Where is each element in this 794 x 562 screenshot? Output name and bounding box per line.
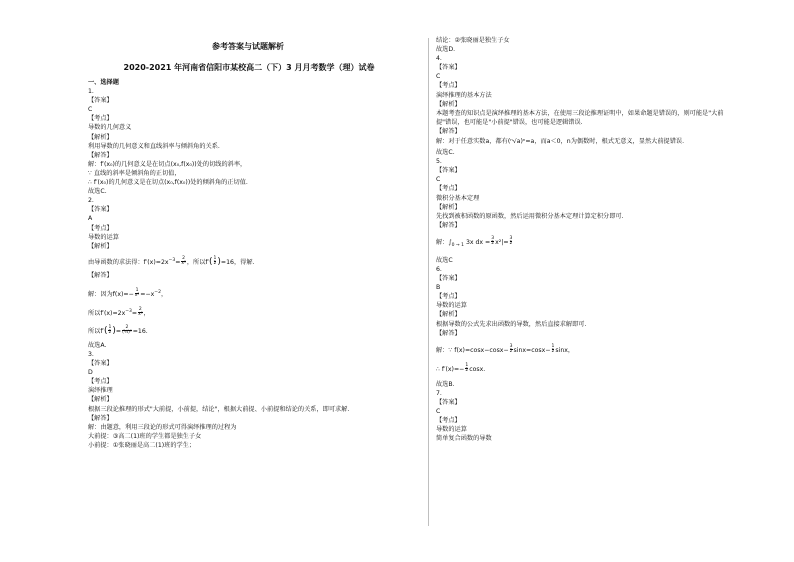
- q4-choice: 故选C.: [436, 149, 455, 157]
- q4-number: 4.: [436, 55, 442, 63]
- q5-solution-formula: 解：$\int_{0 \to 1}$ 3x dx = $\frac{3}{2}$ x²|= $\frac{3}{2}$: [436, 235, 513, 249]
- q5-answer: C: [436, 176, 441, 184]
- q1-answer-tag: 【答案】: [88, 97, 113, 105]
- column-divider: [428, 38, 429, 526]
- q5-number: 5.: [436, 158, 442, 166]
- q5-choice: 故选C: [436, 256, 453, 264]
- q7-answer-tag: 【答案】: [436, 398, 461, 406]
- q2-keypoint: 导数的运算: [88, 233, 119, 241]
- q1-keypoint-tag: 【考点】: [88, 115, 113, 123]
- q4-answer-tag: 【答案】: [436, 64, 461, 72]
- q2-answer-tag: 【答案】: [88, 206, 113, 214]
- q6-solution-line-1: 解：∵ f(x)=cosx−cosx− $\frac{3}{2}$ sinx=cosx− $\frac{1}{2}$ sinx，: [436, 343, 575, 355]
- q3-number: 3.: [88, 350, 94, 358]
- q4-solution-tag: 【解答】: [436, 127, 461, 135]
- q2-number: 2.: [88, 197, 94, 205]
- left-column: [88, 40, 410, 450]
- q2-choice: 故选A.: [88, 341, 107, 349]
- q7-keypoint-1: 导数的运算: [436, 426, 467, 434]
- q6-number: 6.: [436, 265, 442, 273]
- q4-analysis-line-1: 本题考查的知识点是演绎推理的基本方法，在使用三段论推理证明中，如果命题是错误的，则可能是"大前: [436, 109, 724, 117]
- q1-solution-line-2: ∵ 直线的斜率是倾斜角的正切值，: [88, 169, 181, 177]
- doc-subtitle: 2020-2021 年河南省信阳市某校高二（下）3 月月考数学（理）试卷: [123, 63, 375, 72]
- q1-solution-tag: 【解答】: [88, 151, 113, 159]
- q4-analysis-tag: 【解析】: [436, 100, 461, 108]
- q3-analysis-tag: 【解析】: [88, 396, 113, 404]
- q2-solution-line-1: 解：因为f(x)=− $\frac{1}{\text{x²}}$ $=-x^{-2}$，: [88, 287, 168, 299]
- q1-answer: C: [88, 106, 93, 114]
- q6-analysis-tag: 【解析】: [436, 311, 461, 319]
- q3-solution-line-3: 小前提：①张晓丽是高二(1)班的学生；: [88, 441, 196, 449]
- q6-analysis: 根据导数的公式先求出函数的导数，然后直接求解即可.: [436, 320, 587, 328]
- q7-keypoint-2: 简单复合函数的导数: [436, 435, 492, 443]
- q3-keypoint: 演绎推理: [88, 387, 113, 395]
- right-column: [436, 36, 758, 443]
- q4-keypoint: 演绎推理的基本方法: [436, 91, 492, 99]
- q6-answer: B: [436, 284, 441, 292]
- q3-solution-tag: 【解答】: [88, 414, 113, 422]
- q4-keypoint-tag: 【考点】: [436, 82, 461, 90]
- q3-keypoint-tag: 【考点】: [88, 378, 113, 386]
- q6-keypoint: 导数的运算: [436, 302, 467, 310]
- q1-choice: 故选C.: [88, 188, 107, 196]
- q6-keypoint-tag: 【考点】: [436, 293, 461, 301]
- q4-solution: 解：对于任意实数a，都有(ⁿ√a)ⁿ=a，而a＜0，n为偶数时，根式无意义，显然大前提错误.: [436, 138, 685, 146]
- q3-conclusion: 结论：②张晓丽是独生子女: [436, 37, 510, 44]
- q1-number: 1.: [88, 88, 94, 96]
- q2-solution-tag: 【解答】: [88, 271, 113, 279]
- q5-analysis: 先找到被积函数的原函数，然后运用微积分基本定理计算定积分即可.: [436, 212, 624, 220]
- q3-analysis: 根据三段论推理的形式"大前提，小前提，结论"，根据大前提、小前提和结论的关系，即可求解.: [88, 405, 350, 413]
- q2-answer: A: [88, 215, 93, 223]
- q4-answer: C: [436, 73, 441, 81]
- q2-solution-line-2: 所以$f'(x)=2x^{-3}=$ $\frac{2}{\text{x³}}$ ，: [88, 306, 150, 318]
- q7-keypoint-tag: 【考点】: [436, 417, 461, 425]
- q1-analysis-tag: 【解析】: [88, 133, 113, 141]
- q5-answer-tag: 【答案】: [436, 167, 461, 175]
- q3-answer-tag: 【答案】: [88, 360, 113, 368]
- q5-keypoint: 微积分基本定理: [436, 194, 480, 202]
- q2-analysis-tag: 【解析】: [88, 242, 113, 250]
- section-heading: 一、选择题: [88, 79, 119, 86]
- q2-solution-line-3: 所以f′( $\frac{1}{2}$ )= $\frac{2}{\text{(½)³}}$ =16.: [88, 324, 148, 336]
- q1-solution-line-1: 解：f′(x₀)的几何意义是在切点(x₀,f(x₀))处的切线的斜率，: [88, 160, 247, 168]
- q5-keypoint-tag: 【考点】: [436, 185, 461, 193]
- q5-solution-tag: 【解答】: [436, 221, 461, 229]
- q1-keypoint: 导数的几何意义: [88, 124, 132, 132]
- q6-choice: 故选B.: [436, 380, 455, 388]
- q3-solution-line-1: 解：由题意，利用三段论的形式可得演绎推理的过程为: [88, 423, 237, 431]
- q6-answer-tag: 【答案】: [436, 275, 461, 283]
- q7-answer: C: [436, 408, 441, 415]
- q6-solution-tag: 【解答】: [436, 329, 461, 337]
- q1-solution-line-3: ∴ f′(x₀)的几何意义是在切点(x₀,f(x₀))处的倾斜角的正切值.: [88, 179, 248, 187]
- q2-analysis-formula: 由导函数的求法得：$f'(x)=2x^{-3}=$ $\frac{2}{\text{x³}}$ ，所以f′( $\frac{1}{2}$ )=16，得解.: [88, 255, 255, 267]
- q3-choice: 故选D.: [436, 46, 456, 54]
- q5-analysis-tag: 【解析】: [436, 203, 461, 211]
- q3-answer: D: [88, 369, 93, 377]
- q1-analysis: 利用导数的几何意义和直线斜率与倾斜角的关系.: [88, 142, 220, 150]
- q3-solution-line-2: 大前提：③高二(1)班的学生都是独生子女: [88, 432, 202, 440]
- q7-number: 7.: [436, 389, 442, 397]
- doc-title: 参考答案与试题解析: [212, 42, 284, 51]
- q4-analysis-line-2: 提"错误，也可能是"小前提"错误，也可能是逻辑错误.: [436, 118, 583, 126]
- q6-solution-line-2: ∴ f′(x)=− $\frac{1}{2}$ cosx.: [436, 362, 486, 374]
- q2-keypoint-tag: 【考点】: [88, 224, 113, 232]
